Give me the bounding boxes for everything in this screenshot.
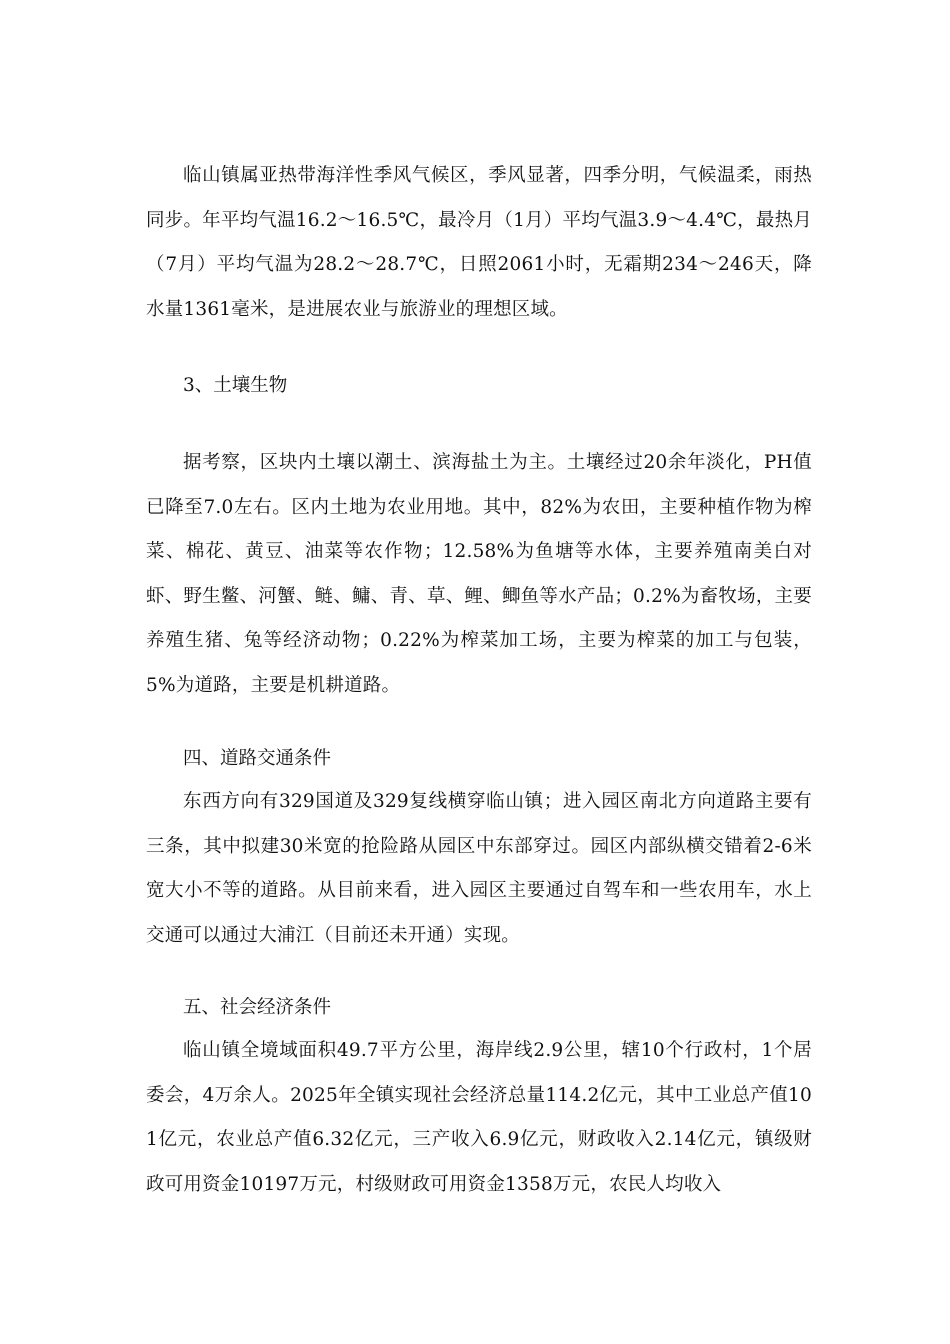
soil-paragraph: 据考察，区块内土壤以潮土、滨海盐土为主。土壤经过20余年淡化，PH值已降至7.0左右。区内土地为农业用地。其中，82%为农田，主要种植作物为榨菜、棉花、黄豆、油菜等农作物；12.58%为鱼塘等水体，主要养殖南美白对虾、野生鳖、河蟹、鲢、鳙、青、草、鲤、鲫鱼等水产品；0.2%为畜牧场，主要养殖生猪、兔等经济动物；0.22%为榨菜加工场，主要为榨菜的加工与包装，5%为道路，主要是机耕道路。 xyxy=(146,452,812,696)
document-page xyxy=(146,0,812,1344)
climate-paragraph: 临山镇属亚热带海洋性季风气候区，季风显著，四季分明，气候温柔，雨热同步。年平均气温16.2～16.5℃，最冷月（1月）平均气温3.9～4.4℃，最热月（7月）平均气温为28.2～28.7℃，日照2061小时，无霜期234～246天，降水量1361毫米，是进展农业与旅游业的理想区域。 xyxy=(146,165,812,320)
soil-section-heading: 3、土壤生物 xyxy=(183,375,288,396)
traffic-paragraph: 东西方向有329国道及329复线横穿临山镇；进入园区南北方向道路主要有三条，其中拟建30米宽的抢险路从园区中东部穿过。园区内部纵横交错着2-6米宽大小不等的道路。从目前来看，进入园区主要通过自驾车和一些农用车，水上交通可以通过大浦江（目前还未开通）实现。 xyxy=(146,791,812,946)
traffic-section-heading: 四、道路交通条件 xyxy=(183,748,332,769)
economy-paragraph: 临山镇全境域面积49.7平方公里，海岸线2.9公里，辖10个行政村，1个居委会，4万余人。2025年全镇实现社会经济总量114.2亿元，其中工业总产值101亿元，农业总产值6.32亿元，三产收入6.9亿元，财政收入2.14亿元，镇级财政可用资金10197万元，村级财政可用资金1358万元，农民人均收入 xyxy=(146,1040,812,1195)
economy-section-heading: 五、社会经济条件 xyxy=(183,997,332,1018)
